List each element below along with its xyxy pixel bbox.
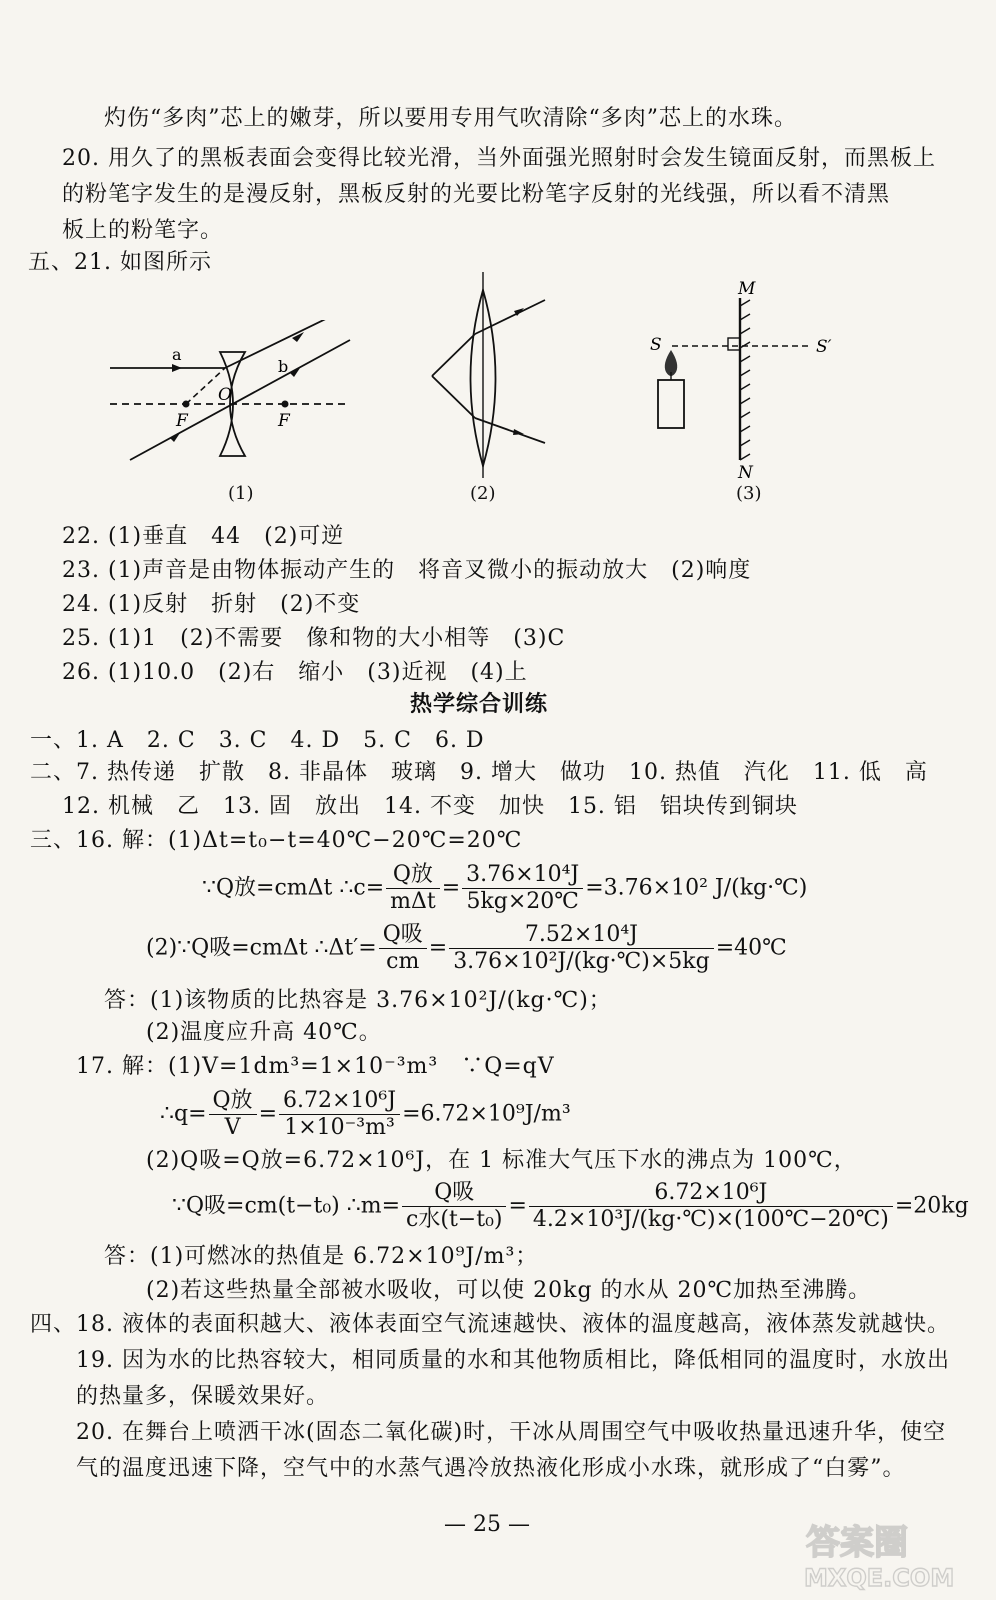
label-a: a	[172, 345, 182, 364]
label-o: O	[218, 385, 232, 405]
text-line: 的粉笔字发生的是漫反射，黑板反射的光要比粉笔字反射的光线强，所以看不清黑	[62, 182, 891, 207]
text-line: 17. 解：(1)V=1dm³=1×10⁻³m³ ∵Q=qV	[76, 1054, 555, 1079]
text-line: 22. (1)垂直 44 (2)可逆	[62, 524, 345, 549]
equation-16c: (2)∵Q吸=cmΔt ∴Δt′= $\frac{\text{Q吸}}{cm}$ = $\frac{\text{7.52×10⁴J}}{\text{3.76×10²J/(kg·℃)×5kg}}$ =40℃	[146, 922, 787, 974]
text-line: (2)温度应升高 40℃。	[146, 1020, 382, 1045]
text-line: 答：(1)可燃冰的热值是 6.72×10⁹J/m³；	[104, 1244, 539, 1269]
text-line: (2)若这些热量全部被水吸收，可以使 20kg 的水从 20℃加热至沸腾。	[146, 1278, 872, 1303]
text-line: 板上的粉笔字。	[62, 218, 224, 243]
text-line: 气的温度迅速下降，空气中的水蒸气遇冷放热液化形成小水珠，就形成了“白雾”。	[76, 1456, 906, 1481]
text-line: 五、21. 如图所示	[28, 250, 212, 275]
text-line: 25. (1)1 (2)不需要 像和物的大小相等 (3)C	[62, 626, 566, 651]
label-s: S	[650, 335, 662, 355]
text-line: 三、16. 解：(1)Δt=t₀−t=40℃−20℃=20℃	[30, 828, 523, 853]
text-line: 19. 因为水的比热容较大，相同质量的水和其他物质相比，降低相同的温度时，水放出	[76, 1348, 950, 1373]
text-line: 灼伤“多肉”芯上的嫩芽，所以要用专用气吹清除“多肉”芯上的水珠。	[104, 106, 797, 131]
figure-caption-2: (2)	[470, 483, 496, 504]
section-title: 热学综合训练	[410, 692, 549, 717]
text-line: 一、1. A 2. C 3. C 4. D 5. C 6. D	[30, 728, 485, 753]
equation-16b: ∵Q放=cmΔt ∴c= $\frac{\text{Q放}}{\text{mΔt}}$ = $\frac{\text{3.76×10⁴J}}{5kg\times 20℃}$ =3.76×10² J/(kg·℃)	[202, 862, 808, 914]
text-line: 23. (1)声音是由物体振动产生的 将音叉微小的振动放大 (2)响度	[62, 558, 752, 583]
watermark-text: 答案圈	[806, 1523, 908, 1563]
equation-17b: ∴q= $\frac{\text{Q放}}{V}$ = $\frac{\text{6.72×10⁶J}}{\text{1×10⁻³m³}}$ =6.72×10⁹J/m³	[160, 1088, 571, 1140]
text-line: 24. (1)反射 折射 (2)不变	[62, 592, 361, 617]
text-line: 答：(1)该物质的比热容是 3.76×10²J/(kg·℃)；	[104, 988, 612, 1013]
label-m: M	[738, 280, 756, 299]
label-s-prime: S′	[816, 337, 832, 357]
text-line: 二、7. 热传递 扩散 8. 非晶体 玻璃 9. 增大 做功 10. 热值 汽化 11. 低 高	[30, 760, 928, 785]
text-line: 四、18. 液体的表面积越大、液体表面空气流速越快、液体的温度越高，液体蒸发就越快。	[30, 1312, 950, 1337]
label-f-left: F	[176, 411, 188, 431]
label-f-right: F	[278, 411, 290, 431]
figure-concave-lens	[100, 320, 370, 490]
text-line: 的热量多，保暖效果好。	[76, 1384, 330, 1409]
text-line: 12. 机械 乙 13. 固 放出 14. 不变 加快 15. 铝 铝块传到铜块	[62, 794, 798, 819]
watermark-logo	[796, 1512, 986, 1592]
equation-17d: ∵Q吸=cm(t−t₀) ∴m= $\frac{\text{Q吸}}{\text{c水(t−t₀)}}$ = $\frac{\text{6.72×10⁶J}}{\text{4.2×10³J/(kg·℃)×(100℃−20℃)}}$ =20kg	[172, 1180, 969, 1232]
figure-plane-mirror	[640, 280, 860, 480]
label-n: N	[738, 463, 753, 480]
figure-caption-3: (3)	[736, 483, 762, 504]
text-line: 20. 用久了的黑板表面会变得比较光滑，当外面强光照射时会发生镜面反射，而黑板上	[62, 146, 936, 171]
watermark-url: MXQE.COM	[804, 1564, 955, 1592]
text-line: 26. (1)10.0 (2)右 缩小 (3)近视 (4)上	[62, 660, 528, 685]
text-line: (2)Q吸=Q放=6.72×10⁶J，在 1 标准大气压下水的沸点为 100℃，	[146, 1148, 857, 1173]
figure-caption-1: (1)	[228, 483, 254, 504]
page-number: — 25 —	[444, 1512, 530, 1537]
figure-convex-lens	[420, 268, 560, 488]
text-line: 20. 在舞台上喷洒干冰(固态二氧化碳)时，干冰从周围空气中吸收热量迅速升华，使空	[76, 1420, 947, 1445]
label-b: b	[278, 357, 289, 376]
